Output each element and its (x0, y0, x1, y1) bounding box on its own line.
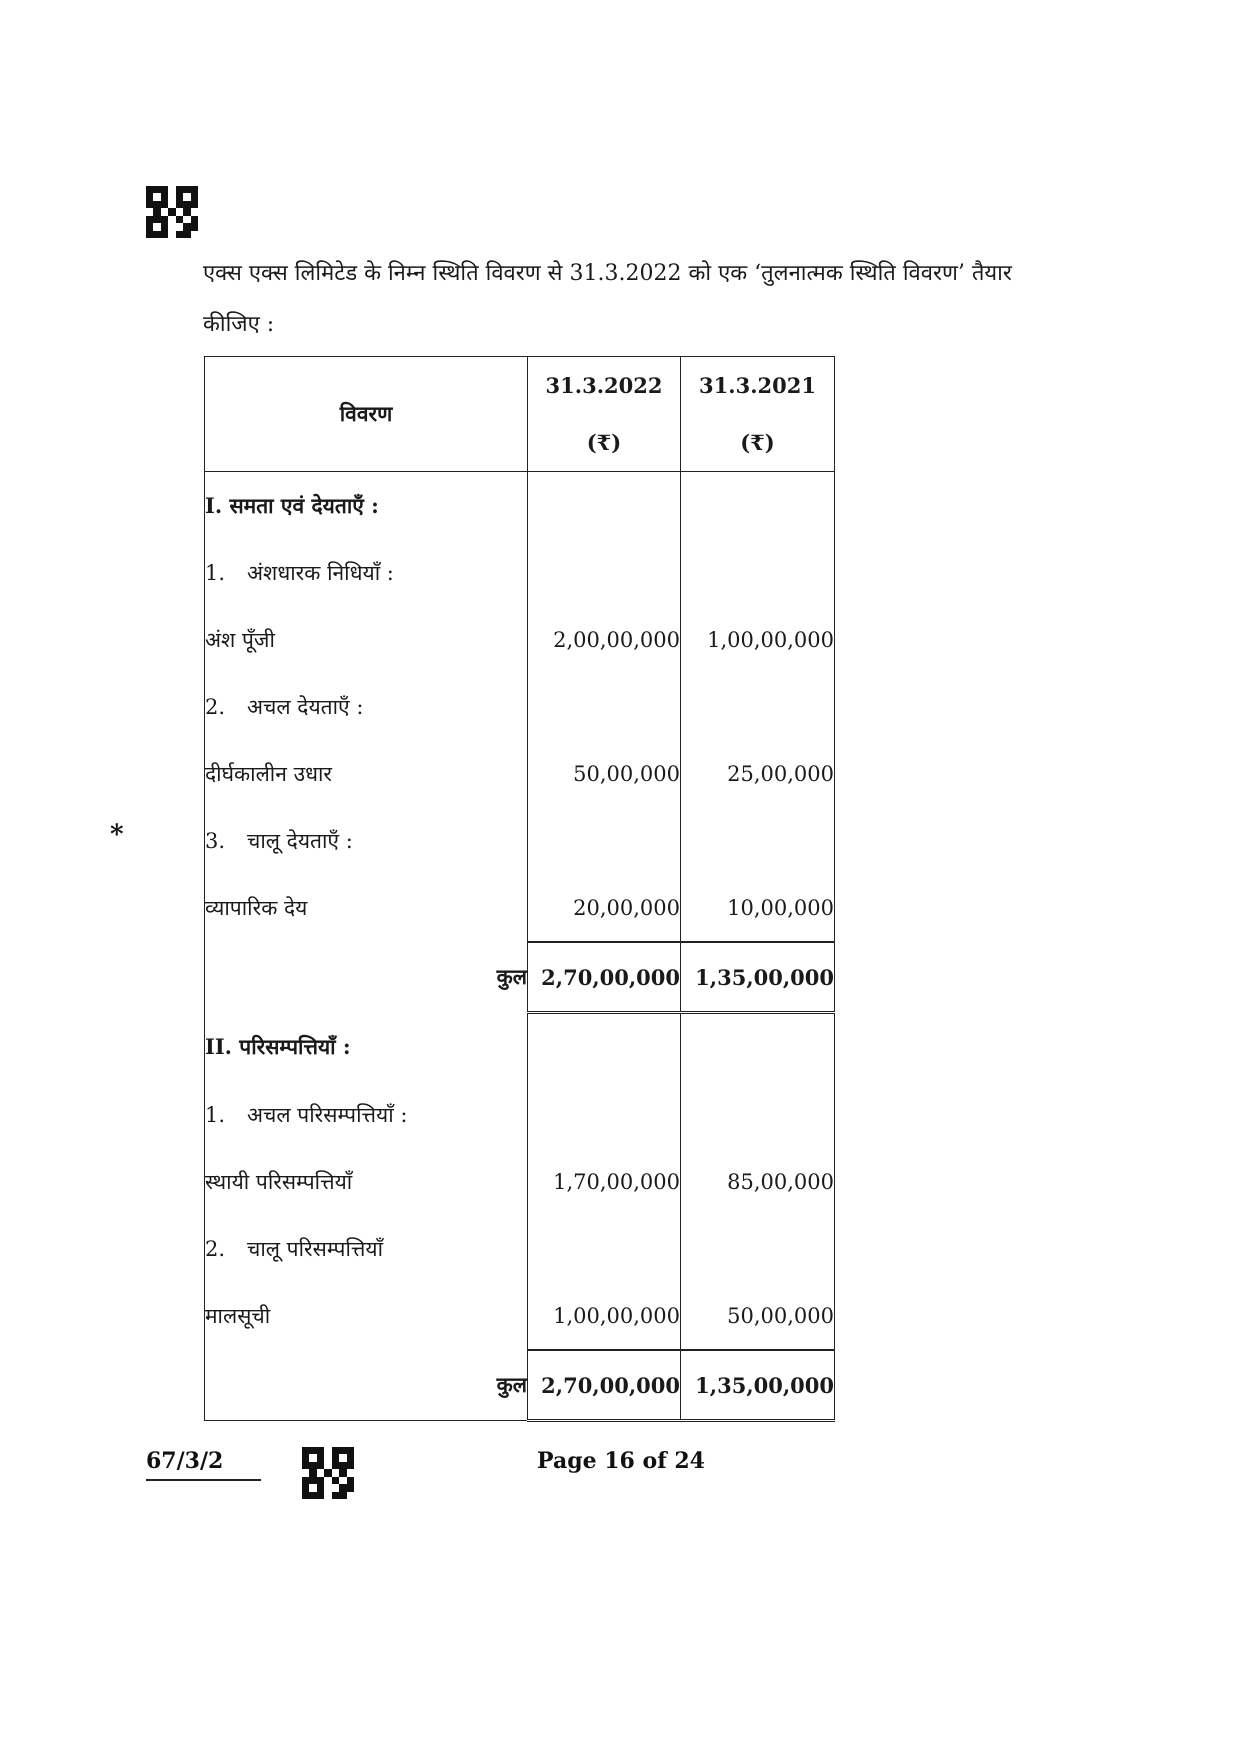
group-label: चालू परिसम्पत्तियाँ (247, 1236, 384, 1261)
item-label: अंश पूँजी (205, 606, 528, 673)
table-row (205, 740, 835, 807)
margin-asterisk: * (110, 820, 124, 850)
header-date-2022: 31.3.2022 (528, 357, 681, 415)
qr-code-icon (146, 186, 198, 238)
section-heading: II. परिसम्पत्तियाँ : (205, 1013, 528, 1082)
value-2022: 20,00,000 (528, 874, 681, 942)
value-2021: 85,00,000 (681, 1148, 835, 1215)
group-number: 3. (205, 828, 226, 853)
paper-code-underline (146, 1479, 261, 1481)
table-row (205, 1282, 835, 1350)
total-row (205, 1350, 835, 1421)
value-2021: 25,00,000 (681, 740, 835, 807)
value-2022: 1,00,00,000 (528, 1282, 681, 1350)
group-row (205, 673, 528, 740)
value-2021: 10,00,000 (681, 874, 835, 942)
total-2021: 1,35,00,000 (681, 1350, 835, 1421)
total-2022: 2,70,00,000 (528, 1350, 681, 1421)
balance-sheet-table (204, 356, 835, 1422)
group-row (205, 1081, 528, 1148)
group-label: अचल परिसम्पत्तियाँ : (247, 1102, 408, 1127)
table-row (205, 606, 835, 673)
item-label: मालसूची (205, 1282, 528, 1350)
question-text-continued: कीजिए : (203, 312, 275, 337)
group-number: 2. (205, 694, 226, 719)
page-number: Page 16 of 24 (537, 1448, 705, 1474)
group-row (205, 539, 528, 606)
question-text: एक्स एक्स लिमिटेड के निम्न स्थिति विवरण से 31.3.2022 को एक ‘तुलनात्मक स्थिति विवरण’ तैयार (203, 261, 1012, 286)
group-number: 2. (205, 1236, 226, 1261)
group-label: चालू देयताएँ : (247, 828, 353, 853)
item-label: दीर्घकालीन उधार (205, 740, 528, 807)
header-unit-2021: (₹) (681, 414, 835, 472)
table-row (205, 874, 835, 942)
paper-code: 67/3/2 (146, 1448, 224, 1474)
qr-code-icon (302, 1447, 354, 1499)
section-heading: I. समता एवं देयताएँ : (205, 472, 528, 540)
value-2022: 50,00,000 (528, 740, 681, 807)
header-date-2021: 31.3.2021 (681, 357, 835, 415)
value-2021: 50,00,000 (681, 1282, 835, 1350)
table-row (205, 1148, 835, 1215)
group-row (205, 1215, 528, 1282)
value-2021: 1,00,00,000 (681, 606, 835, 673)
group-label: अचल देयताएँ : (247, 694, 364, 719)
header-particulars: विवरण (205, 357, 528, 472)
group-number: 1. (205, 560, 226, 585)
value-2022: 1,70,00,000 (528, 1148, 681, 1215)
header-unit-2022: (₹) (528, 414, 681, 472)
total-label: कुल (205, 942, 528, 1013)
value-2022: 2,00,00,000 (528, 606, 681, 673)
total-2022: 2,70,00,000 (528, 942, 681, 1013)
item-label: स्थायी परिसम्पत्तियाँ (205, 1148, 528, 1215)
group-row (205, 807, 528, 874)
total-2021: 1,35,00,000 (681, 942, 835, 1013)
item-label: व्यापारिक देय (205, 874, 528, 942)
group-number: 1. (205, 1102, 226, 1127)
group-label: अंशधारक निधियाँ : (247, 560, 394, 585)
total-row (205, 942, 835, 1013)
total-label: कुल (205, 1350, 528, 1421)
